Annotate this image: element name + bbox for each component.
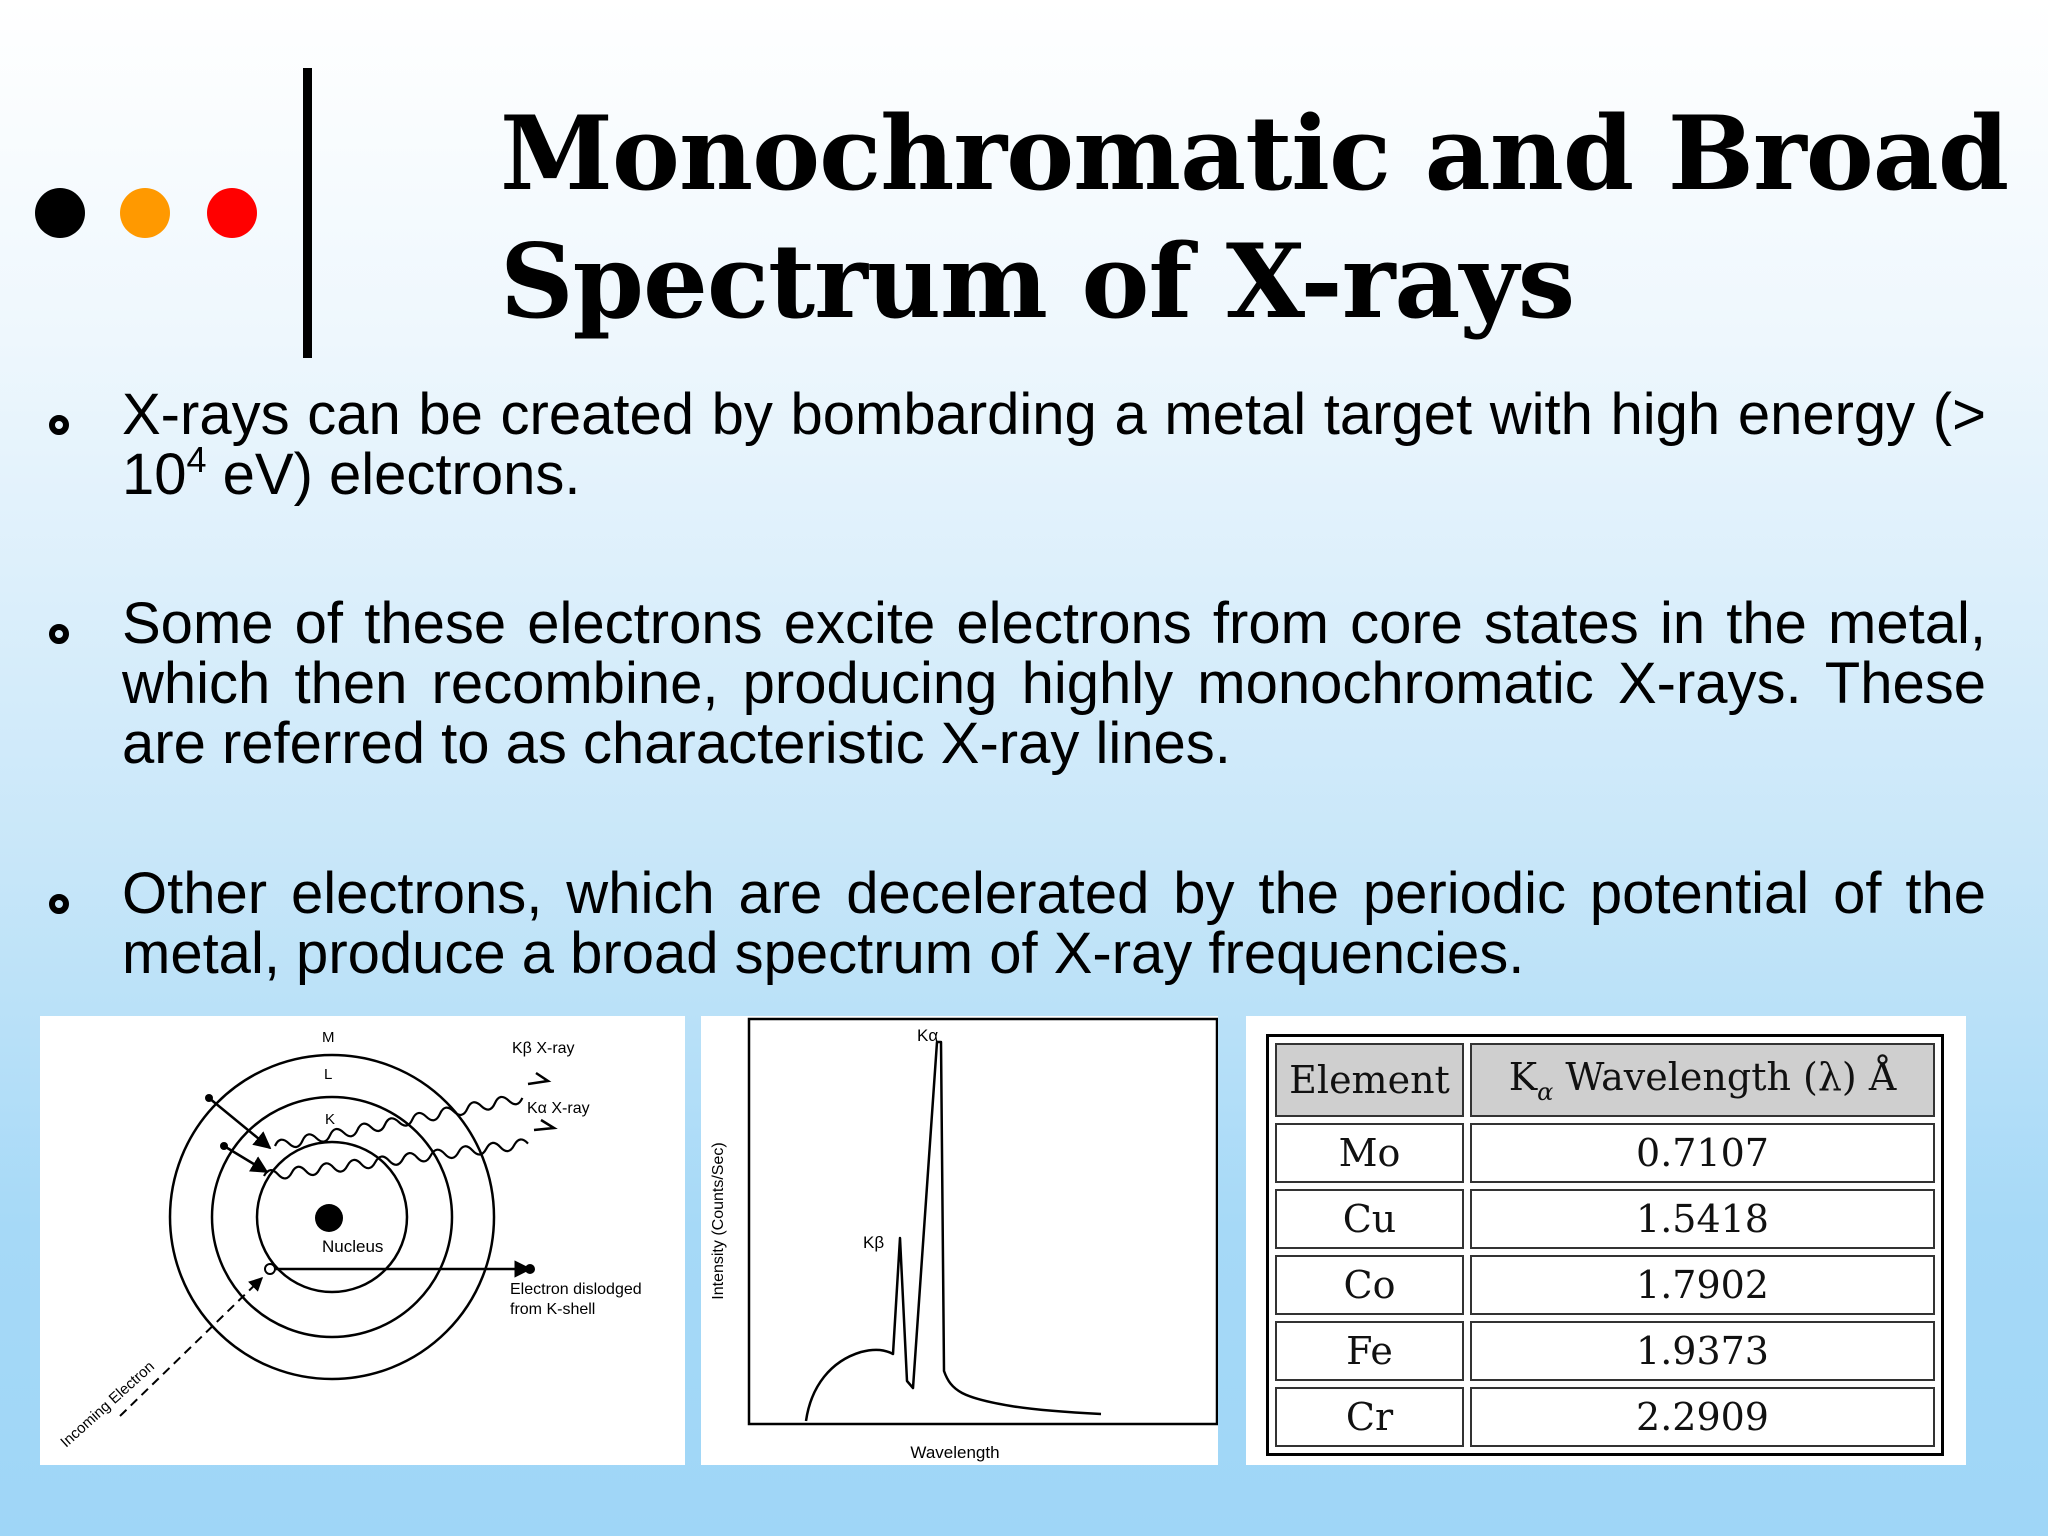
cell-element: Cr — [1275, 1387, 1464, 1447]
shell-label-k: K — [325, 1111, 336, 1128]
k-beta-peak-label: Kβ — [863, 1233, 885, 1252]
cell-element: Cu — [1275, 1189, 1464, 1249]
cell-element: Fe — [1275, 1321, 1464, 1381]
shell-label-l: L — [324, 1066, 333, 1083]
cell-wavelength: 1.7902 — [1470, 1255, 1935, 1315]
decor-dot-orange — [120, 188, 170, 238]
vacancy-marker — [265, 1264, 275, 1274]
table-header-row — [1275, 1043, 1935, 1117]
title-line-2: Spectrum of X-rays — [500, 222, 1575, 342]
cell-wavelength: 1.5418 — [1470, 1189, 1935, 1249]
column-header-element: Element — [1275, 1043, 1464, 1117]
bullet-text: Other electrons, which are decelerated by the periodic potential of the metal, produce a broad spectrum of X-ray frequencies. — [122, 861, 1986, 986]
decor-dot-red — [207, 188, 257, 238]
spectrum-curve — [806, 1042, 1101, 1421]
k-beta-wave — [274, 1093, 523, 1151]
cell-wavelength: 1.9373 — [1470, 1321, 1935, 1381]
bullet-marker-icon — [49, 894, 69, 914]
bullet-marker-icon — [49, 624, 69, 644]
cell-element: Co — [1275, 1255, 1464, 1315]
title-line-1: Monochromatic and Broad — [500, 94, 2009, 214]
wavelength-table — [1266, 1034, 1944, 1456]
table-row — [1275, 1255, 1935, 1315]
k-alpha-arrowhead — [534, 1120, 554, 1130]
dislodged-electron-dot — [525, 1264, 535, 1274]
k-beta-arrowhead — [528, 1073, 548, 1084]
bullet-text-part: eV) electrons. — [206, 442, 581, 507]
incoming-electron-label: Incoming Electron — [57, 1358, 158, 1451]
cell-element: Mo — [1275, 1123, 1464, 1183]
table-row — [1275, 1321, 1935, 1381]
atom-diagram — [40, 1016, 685, 1465]
shell-label-m: M — [322, 1029, 335, 1046]
cell-wavelength: 0.7107 — [1470, 1123, 1935, 1183]
table-row — [1275, 1189, 1935, 1249]
atom-diagram-panel — [40, 1016, 685, 1465]
bullet-text — [122, 382, 1986, 507]
wavelength-table-panel — [1246, 1016, 1966, 1465]
header-wavelength-text: Wavelength (λ) Å — [1553, 1054, 1897, 1099]
bullet-text-part: X-rays can be created by bombarding a metal target with high energy (> 10 — [122, 382, 1986, 507]
table-row — [1275, 1123, 1935, 1183]
y-axis-label: Intensity (Counts/Sec) — [710, 1142, 727, 1300]
header-k: K — [1508, 1054, 1538, 1099]
table-row — [1275, 1387, 1935, 1447]
xray-spectrum-panel — [701, 1016, 1218, 1465]
dislodged-label-line-1: Electron dislodged — [510, 1281, 642, 1298]
header-alpha-subscript: α — [1537, 1077, 1554, 1106]
decor-dot-black — [35, 188, 85, 238]
transition-arrow — [224, 1146, 267, 1172]
title-divider — [303, 68, 312, 358]
nucleus-dot — [315, 1204, 343, 1232]
column-header-wavelength — [1470, 1043, 1935, 1117]
x-axis-label: Wavelength — [910, 1443, 1000, 1462]
nucleus-label: Nucleus — [322, 1237, 384, 1256]
plot-frame — [749, 1019, 1217, 1424]
exponent: 4 — [186, 439, 207, 480]
bullet-text: Some of these electrons excite electrons from core states in the metal, which then recombine, producing highly monochromatic X-rays. These are referred to as characteristic X-ray lines. — [122, 591, 1986, 776]
k-beta-xray-label: Kβ X-ray — [512, 1040, 575, 1057]
bullet-marker-icon — [49, 415, 69, 435]
dislodged-label-line-2: from K-shell — [510, 1301, 596, 1318]
k-alpha-xray-label: Kα X-ray — [527, 1100, 590, 1117]
cell-wavelength: 2.2909 — [1470, 1387, 1935, 1447]
xray-spectrum-plot — [701, 1016, 1218, 1465]
slide-title — [500, 90, 2009, 346]
k-alpha-peak-label: Kα — [917, 1026, 939, 1045]
